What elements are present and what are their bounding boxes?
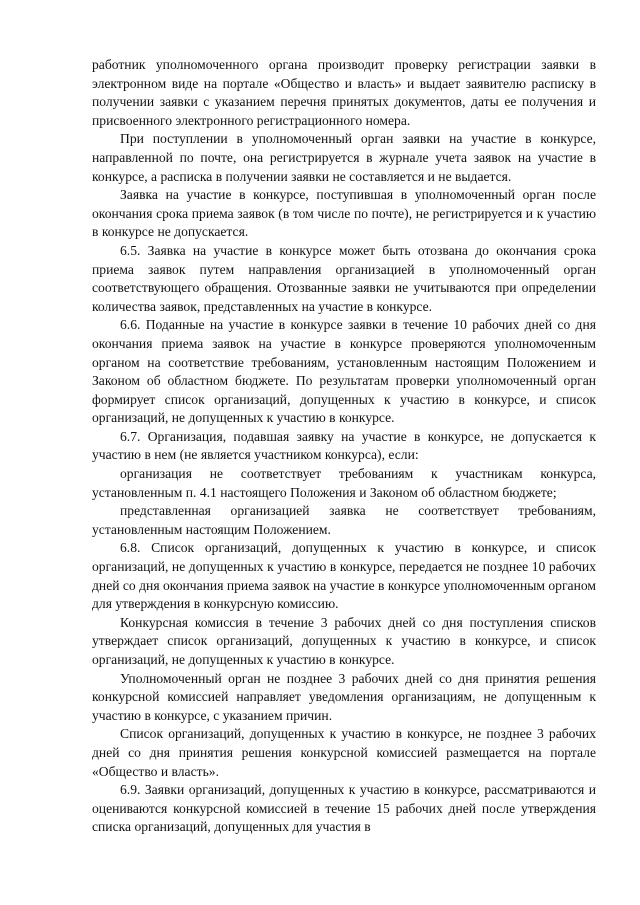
paragraph-6-9: 6.9. Заявки организаций, допущенных к участию в конкурсе, рассматриваются и оцениваются конкурсной комиссией в течение 15 рабочих дней после утверждения списка организаций, допущенных для участия в xyxy=(92,782,596,835)
paragraph-registration-check: работник уполномоченного органа производит проверку регистрации заявки в электронном виде на портале «Общество и власть» и выдает заявителю расписку в получении заявки с указанием перечня принятых документов, даты ее получения и присвоенного электронного регистрационного номера. xyxy=(92,57,596,128)
paragraph-6-7-item-requirements: организация не соответствует требованиям к участникам конкурса, установленным п. 4.1 настоящего Положения и Законом об областном бюджете; xyxy=(92,466,596,500)
paragraph-notification: Уполномоченный орган не позднее 3 рабочих дней со дня принятия решения конкурсной комиссией направляет уведомления организациям, не допущенным к участию в конкурсе, с указанием причин. xyxy=(92,670,596,723)
document-page xyxy=(92,56,596,837)
paragraph-postal-application: При поступлении в уполномоченный орган заявки на участие в конкурсе, направленной по почте, она регистрируется в журнале учета заявок на участие в конкурсе, а расписка в получении заявки не составляется и не выдается. xyxy=(92,131,596,184)
paragraph-6-6: 6.6. Поданные на участие в конкурсе заявки в течение 10 рабочих дней со дня окончания приема заявок на участие в конкурсе проверяются уполномоченным органом на соответствие требованиям, установленным настоящим Положением и Законом об областном бюджете. По результатам проверки уполномоченный орган формирует список организаций, допущенных к участию в конкурсе, и список организаций, не допущенных к участию в конкурсе. xyxy=(92,317,596,426)
paragraph-late-application: Заявка на участие в конкурсе, поступившая в уполномоченный орган после окончания срока приема заявок (в том числе по почте), не регистрируется и к участию в конкурсе не допускается. xyxy=(92,187,596,240)
paragraph-6-7-item-application: представленная организацией заявка не соответствует требованиям, установленным настоящим Положением. xyxy=(92,503,596,537)
paragraph-6-5: 6.5. Заявка на участие в конкурсе может быть отозвана до окончания срока приема заявок путем направления организацией в уполномоченный орган соответствующего обращения. Отозванные заявки не учитываются при определении количества заявок, представленных на участие в конкурсе. xyxy=(92,242,596,314)
paragraph-list-publication: Список организаций, допущенных к участию в конкурсе, не позднее 3 рабочих дней со дня принятия решения конкурсной комиссией размещается на портале «Общество и власть». xyxy=(92,726,596,779)
paragraph-6-7: 6.7. Организация, подавшая заявку на участие в конкурсе, не допускается к участию в нем (не является участником конкурса), если: xyxy=(92,428,596,463)
paragraph-6-8: 6.8. Список организаций, допущенных к участию в конкурсе, и список организаций, не допущенных к участию в конкурсе, передается не позднее 10 рабочих дней со дня окончания приема заявок на участие в конкурсе уполномоченным органом для утверждения в конкурсную комиссию. xyxy=(92,540,596,612)
paragraph-commission-approval: Конкурсная комиссия в течение 3 рабочих дней со дня поступления списков утверждает список организаций, допущенных к участию в конкурсе, и список организаций, не допущенных к участию в конкурсе. xyxy=(92,614,596,667)
